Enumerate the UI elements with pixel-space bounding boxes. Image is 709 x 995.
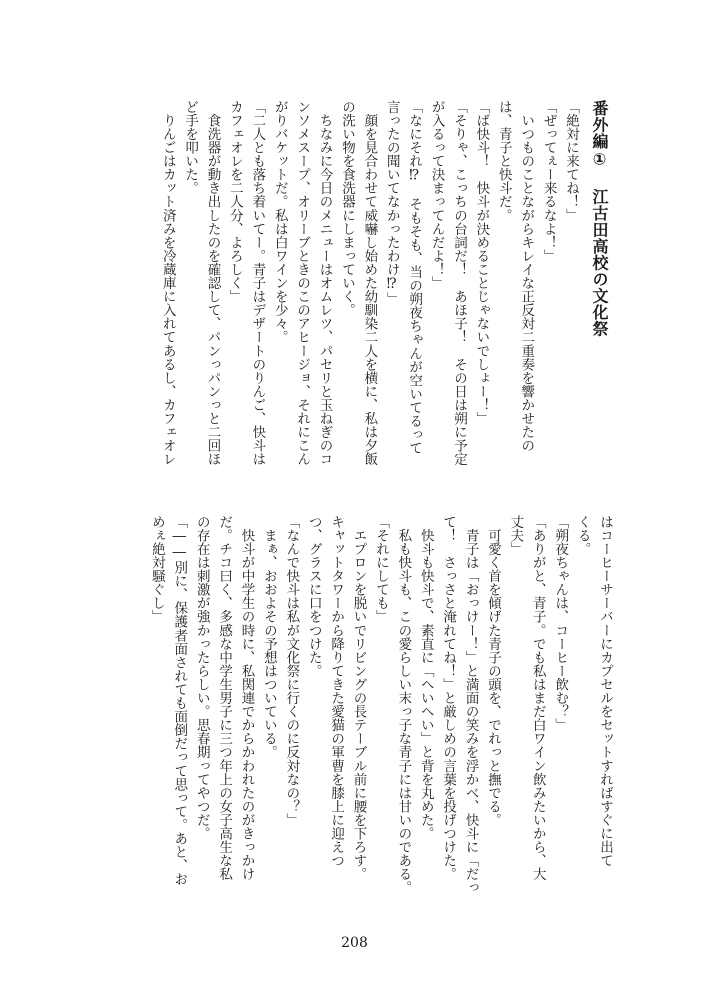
text-line: ンソメスープ、オリーブときのこのアヒージョ、それにこん — [294, 100, 311, 466]
text-line: キャットタワーから降りてきた愛猫の軍曹を膝上に迎えつ — [328, 515, 345, 868]
text-line: 「なんで快斗は私が文化祭に行くのに反対なの？」 — [283, 515, 300, 827]
text-line: カフェオレを二人分、よろしく」 — [226, 100, 243, 304]
text-line: て！ さっさと淹れてね！」と厳しめの言葉を投げつけた。 — [440, 515, 457, 881]
text-line: くる。 — [574, 515, 591, 556]
upper-text-block — [156, 100, 616, 510]
text-line: が入るって決まってんだよ！」 — [428, 100, 445, 290]
text-line: 「なにそれ⁉ そもそも、当の朔夜ちゃんが空いてるって — [406, 100, 423, 455]
text-line: 「ぜってぇー来るなよ！」 — [540, 100, 557, 263]
text-line: はコーヒーサーバーにカプセルをセットすればすぐに出て — [597, 515, 613, 868]
text-line: エプロンを脱いでリビングの長テーブル前に腰を下ろす。 — [350, 515, 367, 881]
text-line: 快斗が中学生の時に、私関連でからかわれたのがきっかけ — [238, 515, 255, 881]
text-line: の洗い物を食洗器にしまっていく。 — [338, 100, 355, 317]
text-line: 「ば快斗！ 快斗が決めることじゃないでしょー！」 — [473, 100, 490, 426]
text-line: 「朔夜ちゃんは、コーヒー飲む？」 — [552, 515, 569, 732]
text-line: 快斗も快斗で、素直に「へいへい」と背を丸めた。 — [417, 515, 434, 841]
text-line: の存在は刺激が強かったらしい。思春期ってやつだ。 — [193, 515, 210, 841]
text-line: 「ありがと、青子。でも私はまだ白ワイン飲みたいから、大 — [529, 515, 546, 881]
text-line: がりバケットだ。私は白ワインを少々。 — [271, 100, 288, 344]
text-line: りんごはカット済みを冷蔵庫に入れてあるし、カフェオレ — [159, 100, 176, 466]
text-line: 「――別に、保護者面されても面倒だって思って。あと、お — [171, 515, 188, 886]
text-line: 言ったの聞いてなかったわけ⁉」 — [383, 100, 400, 306]
chapter-title: 番外編① 江古田高校の文化祭 — [590, 100, 609, 337]
text-line: 食洗器が動き出したのを確認して、パンっパンっと二回ほ — [204, 100, 221, 466]
text-line: だ。チコ曰く、多感な中学生男子に三つ年上の女子高生な私 — [216, 515, 233, 881]
text-line: 「それにしても」 — [372, 515, 389, 624]
text-line: ちなみに今日のメニューはオムレツ、パセリと玉ねぎのコ — [316, 100, 333, 466]
text-line: 私も快斗も、この愛らしい末っ子な青子には甘いのである。 — [395, 515, 412, 895]
text-line: ど手を叩いた。 — [182, 100, 199, 195]
text-line: 「そりゃ、こっちの台詞だ！ あほ子！ その日は朔に予定 — [450, 100, 467, 466]
text-line: 「絶対に来てね！」 — [563, 100, 579, 222]
text-line: つ、グラスに口をつけた。 — [305, 515, 322, 678]
lower-text-block — [145, 515, 616, 925]
text-line: いつものことながらキレイな正反対二重奏を響かせたの — [518, 100, 535, 453]
text-line: 「二人とも落ち着いてー。青子はデザートのりんご、快斗は — [249, 100, 266, 466]
text-line: まぁ、おおよその予想はついている。 — [260, 515, 277, 759]
text-line: 顔を見合わせて威嚇し始めた幼馴染二人を横に、私は夕飯 — [361, 100, 378, 466]
text-line: 丈夫」 — [507, 515, 524, 556]
text-line: は、青子と快斗だ。 — [495, 100, 512, 222]
page-number: 208 — [341, 935, 368, 951]
text-line: 青子は「おっけー！」と満面の笑みを浮かべ、快斗に「だっ — [462, 515, 479, 895]
text-line: 可愛く首を傾げた青子の頭を、でれっと撫でる。 — [484, 515, 501, 827]
text-line: めぇ絶対騒ぐし」 — [148, 515, 165, 624]
